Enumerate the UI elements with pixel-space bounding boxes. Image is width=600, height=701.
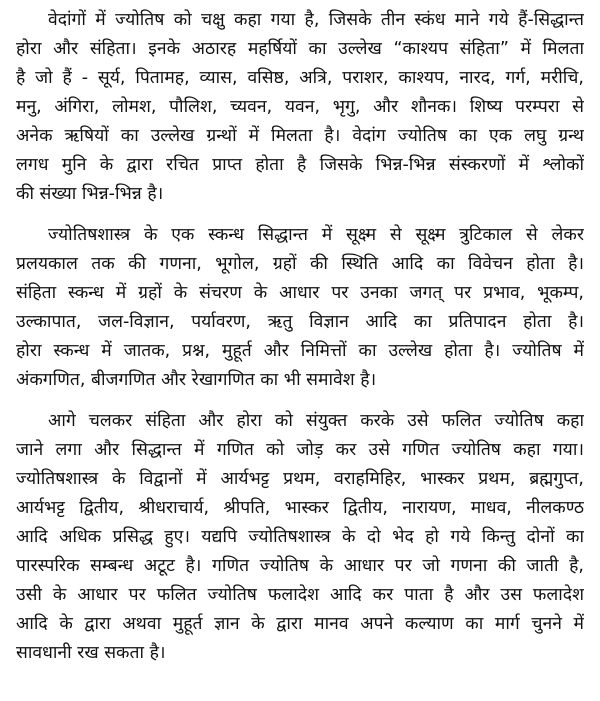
text-line: उल्कापात, जल-विज्ञान, पर्यावरण, ऋतु विज्ञान आदि का प्रतिपादन होता है। (16, 312, 584, 332)
text-line: उसी के आधार पर फलित ज्योतिष फलादेश आदि कर पाता है और उस फलादेश (16, 585, 584, 605)
text-line: लगध मुनि के द्वारा रचित प्राप्त होता है जिसके भिन्न-भिन्न संस्करणों में श्लोकों (16, 155, 584, 175)
text-line: ज्योतिषशास्त्र के एक स्कन्ध सिद्धान्त में सूक्ष्म से सूक्ष्म त्रुटिकाल से लेकर (48, 225, 584, 245)
paragraph-skandha (16, 221, 584, 395)
text-line: आदि अधिक प्रसिद्ध हुए। यद्यपि ज्योतिषशास्त्र के दो भेद हो गये किन्तु दोनों का (16, 527, 584, 547)
text-line: मनु, अंगिरा, लोमश, पौलिश, च्यवन, यवन, भृगु, और शौनक। शिष्य परम्परा से (16, 97, 584, 117)
paragraph-vedanga (16, 6, 584, 209)
text-line: अंकगणित, बीजगणित और रेखागणित का भी समावेश है। (16, 370, 377, 390)
text-line: ज्योतिषशास्त्र के विद्वानों में आर्यभट्ट प्रथम, वराहमिहिर, भास्कर प्रथम, ब्रह्मगुप्त, (16, 469, 584, 489)
text-line: वेदांगों में ज्योतिष को चक्षु कहा गया है, जिसके तीन स्कंध माने गये हैं-सिद्धान्त (48, 10, 584, 30)
text-line: संहिता स्कन्ध में ग्रहों के संचरण के आधार पर उनका जगत् पर प्रभाव, भूकम्प, (16, 283, 584, 303)
text-line: जाने लगा और सिद्धान्त में गणित को जोड़ कर उसे गणित ज्योतिष कहा गया। (16, 440, 584, 460)
text-line: आर्यभट्ट द्वितीय, श्रीधराचार्य, श्रीपति, भास्कर द्वितीय, नारायण, माधव, नीलकण्ठ (16, 498, 584, 518)
text-line: होरा और संहिता। इनके अठारह महर्षियों का उल्लेख “काश्यप संहिता” में मिलता (16, 39, 584, 59)
text-line: पारस्परिक सम्बन्ध अटूट है। गणित ज्योतिष के आधार पर जो गणना की जाती है, (16, 556, 584, 576)
text-line: सावधानी रख सकता है। (16, 643, 166, 663)
text-line: प्रलयकाल तक की गणना, भूगोल, ग्रहों की स्थिति आदि का विवेचन होता है। (16, 254, 584, 274)
paragraph-phalit (16, 407, 584, 668)
text-line: आगे चलकर संहिता और होरा को संयुक्त करके उसे फलित ज्योतिष कहा (48, 411, 584, 431)
document-page (16, 6, 584, 696)
text-line: होरा स्कन्ध में जातक, प्रश्न, मुहूर्त और निमित्तों का उल्लेख होता है। ज्योतिष में (16, 341, 584, 361)
text-line: है जो हैं - सूर्य, पितामह, व्यास, वसिष्ठ, अत्रि, पराशर, काश्यप, नारद, गर्ग, मरीचि, (16, 68, 584, 88)
text-line: आदि के द्वारा अथवा मुहूर्त ज्ञान के द्वारा मानव अपने कल्याण का मार्ग चुनने में (16, 614, 584, 634)
text-line: अनेक ऋषियों का उल्लेख ग्रन्थों में मिलता है। वेदांग ज्योतिष का एक लघु ग्रन्थ (16, 126, 584, 146)
text-line: की संख्या भिन्न-भिन्न है। (16, 184, 164, 204)
